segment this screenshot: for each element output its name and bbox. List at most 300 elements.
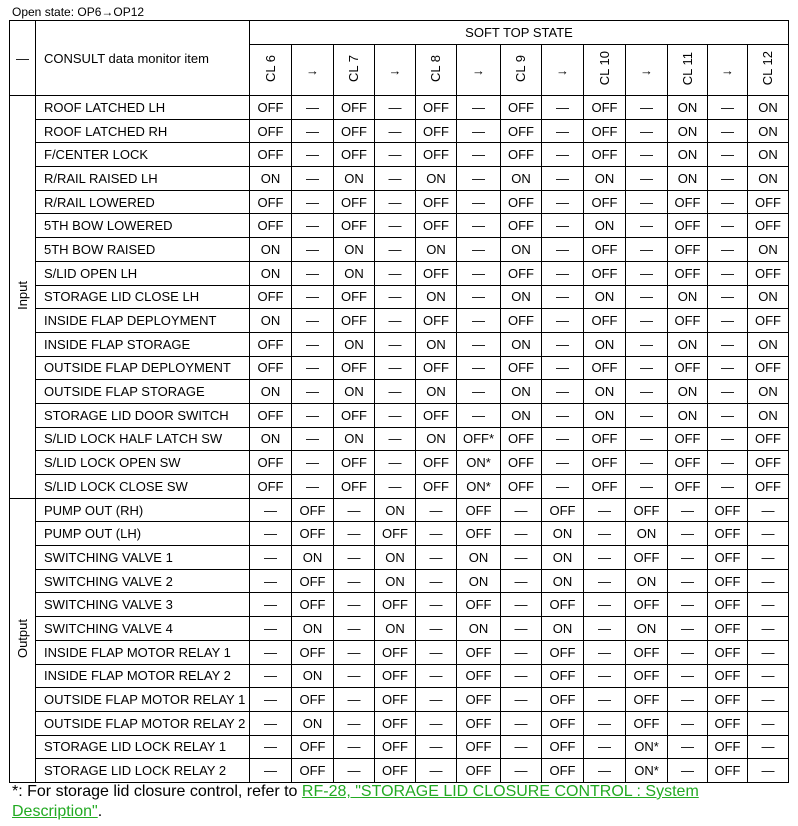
corner-header: — [10, 21, 36, 96]
state-value-cell: — [748, 522, 789, 546]
state-value-cell: — [626, 427, 668, 451]
state-value-cell: ON [748, 332, 789, 356]
state-value-cell: OFF [626, 498, 668, 522]
state-column-label: CL 12 [760, 51, 775, 86]
state-value-cell: OFF [334, 451, 375, 475]
table-row [10, 403, 789, 427]
state-value-cell: OFF [334, 356, 375, 380]
state-value-cell: OFF [250, 403, 292, 427]
state-value-cell: ON [457, 569, 501, 593]
state-value-cell: OFF [375, 711, 416, 735]
state-value-cell: OFF [748, 427, 789, 451]
state-value-cell: ON [416, 380, 457, 404]
state-value-cell: — [501, 617, 542, 641]
state-value-cell: OFF [292, 569, 334, 593]
state-value-cell: — [375, 261, 416, 285]
state-value-cell: — [292, 119, 334, 143]
state-value-cell: ON [375, 498, 416, 522]
state-value-cell: — [416, 617, 457, 641]
state-value-cell: ON [748, 96, 789, 120]
state-value-cell: — [292, 238, 334, 262]
consult-data-monitor-table [9, 20, 789, 783]
rf-28-link[interactable]: RF-28, "STORAGE LID CLOSURE CONTROL : System Description" [12, 783, 699, 820]
state-value-cell: OFF [375, 593, 416, 617]
state-value-cell: OFF [501, 309, 542, 333]
state-value-cell: OFF [334, 119, 375, 143]
state-value-cell: OFF [457, 593, 501, 617]
state-value-cell: — [501, 711, 542, 735]
state-value-cell: OFF [501, 261, 542, 285]
state-value-cell: OFF [250, 214, 292, 238]
state-value-cell: OFF [708, 664, 748, 688]
state-value-cell: — [250, 688, 292, 712]
state-value-cell: — [626, 238, 668, 262]
monitor-item-name: OUTSIDE FLAP MOTOR RELAY 1 [36, 688, 250, 712]
state-value-cell: — [292, 190, 334, 214]
state-value-cell: ON [748, 143, 789, 167]
monitor-item-name: STORAGE LID CLOSE LH [36, 285, 250, 309]
state-value-cell: OFF [708, 569, 748, 593]
state-value-cell: — [292, 309, 334, 333]
state-value-cell: OFF [542, 711, 584, 735]
state-value-cell: — [250, 546, 292, 570]
state-value-cell: — [375, 332, 416, 356]
state-value-cell: ON* [626, 735, 668, 759]
state-value-cell: OFF [668, 190, 708, 214]
state-value-cell: — [501, 640, 542, 664]
state-value-cell: ON [584, 167, 626, 191]
monitor-item-name: 5TH BOW RAISED [36, 238, 250, 262]
state-value-cell: ON [501, 285, 542, 309]
state-value-cell: — [542, 427, 584, 451]
monitor-item-name: ROOF LATCHED RH [36, 119, 250, 143]
state-value-cell: — [457, 190, 501, 214]
state-value-cell: — [292, 167, 334, 191]
state-value-cell: OFF [250, 356, 292, 380]
state-value-cell: ON [501, 332, 542, 356]
state-value-cell: OFF [416, 309, 457, 333]
state-value-cell: — [708, 475, 748, 499]
state-value-cell: — [668, 711, 708, 735]
state-value-cell: OFF [334, 475, 375, 499]
state-value-cell: — [748, 593, 789, 617]
state-value-cell: — [708, 96, 748, 120]
state-value-cell: — [501, 593, 542, 617]
state-value-cell: — [457, 403, 501, 427]
monitor-item-name: OUTSIDE FLAP STORAGE [36, 380, 250, 404]
monitor-item-name: R/RAIL LOWERED [36, 190, 250, 214]
state-value-cell: — [334, 593, 375, 617]
table-row [10, 688, 789, 712]
state-value-cell: ON* [457, 451, 501, 475]
state-value-cell: — [626, 96, 668, 120]
state-value-cell: ON [250, 167, 292, 191]
state-value-cell: — [457, 238, 501, 262]
state-value-cell: OFF [748, 475, 789, 499]
state-value-cell: — [292, 285, 334, 309]
state-value-cell: OFF [375, 664, 416, 688]
monitor-item-name: SWITCHING VALVE 2 [36, 569, 250, 593]
state-value-cell: — [708, 427, 748, 451]
group-label-cell [10, 96, 36, 499]
state-value-cell: OFF [584, 238, 626, 262]
state-value-cell: — [708, 451, 748, 475]
state-value-cell: ON [292, 664, 334, 688]
monitor-item-name: R/RAIL RAISED LH [36, 167, 250, 191]
table-row [10, 569, 789, 593]
state-value-cell: — [626, 451, 668, 475]
state-value-cell: OFF* [457, 427, 501, 451]
state-value-cell: — [250, 759, 292, 783]
state-value-cell: — [375, 119, 416, 143]
table-row [10, 380, 789, 404]
state-value-cell: OFF [334, 309, 375, 333]
state-value-cell: ON [292, 711, 334, 735]
state-value-cell: — [626, 475, 668, 499]
state-value-cell: OFF [668, 238, 708, 262]
state-value-cell: — [542, 285, 584, 309]
state-value-cell: OFF [708, 640, 748, 664]
state-value-cell: — [584, 640, 626, 664]
monitor-item-name: STORAGE LID DOOR SWITCH [36, 403, 250, 427]
state-value-cell: — [334, 546, 375, 570]
state-value-cell: OFF [375, 688, 416, 712]
state-value-cell: OFF [501, 143, 542, 167]
state-value-cell: OFF [457, 640, 501, 664]
state-value-cell: OFF [584, 190, 626, 214]
state-value-cell: OFF [748, 356, 789, 380]
state-value-cell: OFF [334, 190, 375, 214]
state-value-cell: ON [457, 617, 501, 641]
state-value-cell: ON [668, 167, 708, 191]
state-value-cell: OFF [501, 96, 542, 120]
state-value-cell: — [708, 380, 748, 404]
state-value-cell: OFF [501, 356, 542, 380]
state-value-cell: — [626, 119, 668, 143]
table-row [10, 167, 789, 191]
state-value-cell: — [250, 498, 292, 522]
table-row [10, 617, 789, 641]
state-value-cell: — [542, 380, 584, 404]
state-value-cell: — [250, 735, 292, 759]
state-value-cell: OFF [584, 356, 626, 380]
monitor-item-name: S/LID LOCK OPEN SW [36, 451, 250, 475]
state-value-cell: ON [292, 617, 334, 641]
group-label-cell [10, 498, 36, 782]
state-value-cell: OFF [250, 143, 292, 167]
transition-arrow-header: → [292, 45, 334, 96]
table-row [10, 451, 789, 475]
state-value-cell: OFF [457, 664, 501, 688]
group-label: Input [14, 280, 30, 310]
state-value-cell: — [542, 190, 584, 214]
state-value-cell: — [584, 546, 626, 570]
state-value-cell: OFF [457, 759, 501, 783]
state-value-cell: — [668, 546, 708, 570]
state-value-cell: — [292, 403, 334, 427]
state-value-cell: — [457, 167, 501, 191]
state-value-cell: — [584, 711, 626, 735]
state-value-cell: — [668, 569, 708, 593]
state-value-cell: — [375, 143, 416, 167]
table-row [10, 332, 789, 356]
state-value-cell: — [584, 498, 626, 522]
state-value-cell: — [668, 593, 708, 617]
state-value-cell: — [748, 735, 789, 759]
table-row [10, 640, 789, 664]
state-value-cell: — [292, 261, 334, 285]
state-value-cell: OFF [292, 593, 334, 617]
state-value-cell: OFF [542, 640, 584, 664]
state-value-cell: — [748, 498, 789, 522]
state-value-cell: ON [748, 380, 789, 404]
state-value-cell: OFF [375, 735, 416, 759]
transition-arrow-header: → [542, 45, 584, 96]
state-value-cell: ON [668, 119, 708, 143]
state-value-cell: ON* [457, 475, 501, 499]
state-value-cell: OFF [416, 143, 457, 167]
state-value-cell: — [748, 546, 789, 570]
state-value-cell: — [292, 475, 334, 499]
state-value-cell: OFF [375, 522, 416, 546]
monitor-item-name: INSIDE FLAP MOTOR RELAY 1 [36, 640, 250, 664]
state-value-cell: OFF [501, 475, 542, 499]
state-value-cell: ON [668, 332, 708, 356]
state-value-cell: — [457, 332, 501, 356]
state-value-cell: ON [501, 238, 542, 262]
state-value-cell: — [416, 664, 457, 688]
state-value-cell: OFF [250, 119, 292, 143]
state-value-cell: — [668, 664, 708, 688]
monitor-item-name: SWITCHING VALVE 3 [36, 593, 250, 617]
table-row [10, 759, 789, 783]
footnote-suffix: . [97, 803, 103, 820]
state-value-cell: OFF [626, 664, 668, 688]
state-column-label: CL 8 [428, 55, 443, 82]
state-value-cell: OFF [748, 451, 789, 475]
state-value-cell: — [416, 498, 457, 522]
table-row [10, 261, 789, 285]
state-value-cell: — [708, 190, 748, 214]
state-value-cell: — [708, 309, 748, 333]
state-value-cell: — [501, 688, 542, 712]
state-value-cell: ON [416, 167, 457, 191]
state-value-cell: — [542, 356, 584, 380]
state-value-cell: — [416, 759, 457, 783]
state-value-cell: — [375, 96, 416, 120]
state-value-cell: ON [334, 380, 375, 404]
state-value-cell: ON [542, 546, 584, 570]
group-label: Output [14, 619, 30, 659]
state-value-cell: OFF [501, 119, 542, 143]
table-row [10, 285, 789, 309]
state-value-cell: — [250, 640, 292, 664]
state-value-cell: ON [584, 332, 626, 356]
state-value-cell: — [708, 119, 748, 143]
state-value-cell: — [375, 475, 416, 499]
table-row [10, 238, 789, 262]
table-row [10, 356, 789, 380]
table-row [10, 190, 789, 214]
state-value-cell: ON [668, 285, 708, 309]
state-value-cell: — [457, 214, 501, 238]
state-value-cell: — [416, 569, 457, 593]
state-value-cell: — [416, 640, 457, 664]
state-value-cell: OFF [584, 427, 626, 451]
monitor-item-name: ROOF LATCHED LH [36, 96, 250, 120]
state-value-cell: OFF [626, 546, 668, 570]
state-value-cell: ON [334, 427, 375, 451]
state-value-cell: OFF [584, 119, 626, 143]
state-value-cell: ON [416, 332, 457, 356]
state-value-cell: — [501, 759, 542, 783]
state-value-cell: OFF [416, 261, 457, 285]
state-value-cell: ON [334, 167, 375, 191]
state-value-cell: OFF [457, 522, 501, 546]
state-value-cell: OFF [292, 735, 334, 759]
state-column-header [334, 45, 375, 96]
state-value-cell: OFF [416, 451, 457, 475]
state-value-cell: — [708, 285, 748, 309]
state-value-cell: OFF [668, 309, 708, 333]
state-value-cell: — [501, 569, 542, 593]
state-value-cell: OFF [708, 593, 748, 617]
state-value-cell: — [501, 664, 542, 688]
state-value-cell: OFF [542, 593, 584, 617]
state-value-cell: ON [542, 522, 584, 546]
table-row [10, 546, 789, 570]
state-value-cell: ON [375, 546, 416, 570]
state-value-cell: — [584, 735, 626, 759]
state-value-cell: — [626, 261, 668, 285]
state-value-cell: — [708, 214, 748, 238]
state-value-cell: — [708, 356, 748, 380]
state-value-cell: — [416, 546, 457, 570]
state-value-cell: — [292, 427, 334, 451]
state-value-cell: — [250, 711, 292, 735]
monitor-item-name: STORAGE LID LOCK RELAY 2 [36, 759, 250, 783]
state-column-label: CL 10 [596, 51, 612, 86]
state-value-cell: — [416, 735, 457, 759]
state-value-cell: — [542, 475, 584, 499]
state-value-cell: — [626, 356, 668, 380]
state-value-cell: OFF [292, 759, 334, 783]
state-value-cell: OFF [457, 498, 501, 522]
state-value-cell: ON [748, 238, 789, 262]
state-value-cell: — [584, 664, 626, 688]
state-value-cell: — [542, 167, 584, 191]
table-row [10, 119, 789, 143]
state-value-cell: ON [501, 380, 542, 404]
monitor-item-name: OUTSIDE FLAP MOTOR RELAY 2 [36, 711, 250, 735]
state-value-cell: — [668, 522, 708, 546]
state-value-cell: OFF [542, 664, 584, 688]
state-value-cell: OFF [457, 735, 501, 759]
state-value-cell: ON [542, 569, 584, 593]
item-column-header: CONSULT data monitor item [36, 21, 250, 96]
state-column-header [668, 45, 708, 96]
transition-arrow-header: → [708, 45, 748, 96]
state-column-label: CL 6 [262, 55, 278, 82]
state-value-cell: — [542, 238, 584, 262]
state-value-cell: — [584, 617, 626, 641]
state-column-header [501, 45, 542, 96]
state-value-cell: — [748, 569, 789, 593]
state-value-cell: OFF [708, 546, 748, 570]
state-value-cell: ON [668, 96, 708, 120]
monitor-item-name: STORAGE LID LOCK RELAY 1 [36, 735, 250, 759]
table-row [10, 214, 789, 238]
state-value-cell: — [375, 190, 416, 214]
state-value-cell: ON [375, 569, 416, 593]
state-value-cell: — [375, 380, 416, 404]
state-value-cell: ON [416, 285, 457, 309]
monitor-item-name: PUMP OUT (RH) [36, 498, 250, 522]
state-value-cell: — [748, 640, 789, 664]
state-value-cell: OFF [416, 475, 457, 499]
state-value-cell: — [542, 119, 584, 143]
state-value-cell: — [375, 214, 416, 238]
state-value-cell: — [292, 143, 334, 167]
state-value-cell: ON [334, 332, 375, 356]
state-value-cell: — [375, 167, 416, 191]
state-value-cell: ON [668, 380, 708, 404]
state-value-cell: — [501, 522, 542, 546]
state-value-cell: OFF [250, 190, 292, 214]
state-value-cell: OFF [584, 475, 626, 499]
monitor-item-name: SWITCHING VALVE 4 [36, 617, 250, 641]
state-value-cell: ON [334, 261, 375, 285]
monitor-item-name: INSIDE FLAP DEPLOYMENT [36, 309, 250, 333]
state-value-cell: ON [250, 380, 292, 404]
state-value-cell: ON [416, 427, 457, 451]
state-value-cell: ON [457, 546, 501, 570]
state-value-cell: — [748, 759, 789, 783]
state-value-cell: — [334, 640, 375, 664]
state-value-cell: — [250, 522, 292, 546]
state-value-cell: ON [250, 238, 292, 262]
state-value-cell: ON [626, 569, 668, 593]
state-value-cell: — [375, 451, 416, 475]
state-value-cell: — [542, 261, 584, 285]
state-value-cell: — [334, 522, 375, 546]
state-value-cell: — [416, 522, 457, 546]
state-value-cell: — [292, 380, 334, 404]
state-value-cell: ON [668, 143, 708, 167]
state-value-cell: ON [584, 285, 626, 309]
state-column-header [584, 45, 626, 96]
state-value-cell: — [457, 380, 501, 404]
state-value-cell: OFF [416, 190, 457, 214]
state-value-cell: OFF [334, 96, 375, 120]
state-value-cell: OFF [626, 640, 668, 664]
state-value-cell: OFF [626, 688, 668, 712]
state-value-cell: — [250, 593, 292, 617]
table-row [10, 593, 789, 617]
state-value-cell: OFF [501, 427, 542, 451]
state-value-cell: OFF [375, 640, 416, 664]
state-value-cell: — [668, 617, 708, 641]
state-value-cell: OFF [748, 309, 789, 333]
state-value-cell: — [668, 759, 708, 783]
state-value-cell: — [708, 332, 748, 356]
state-value-cell: — [334, 688, 375, 712]
state-value-cell: OFF [668, 214, 708, 238]
monitor-item-name: S/LID LOCK CLOSE SW [36, 475, 250, 499]
state-value-cell: OFF [668, 451, 708, 475]
state-value-cell: OFF [501, 214, 542, 238]
table-row [10, 522, 789, 546]
